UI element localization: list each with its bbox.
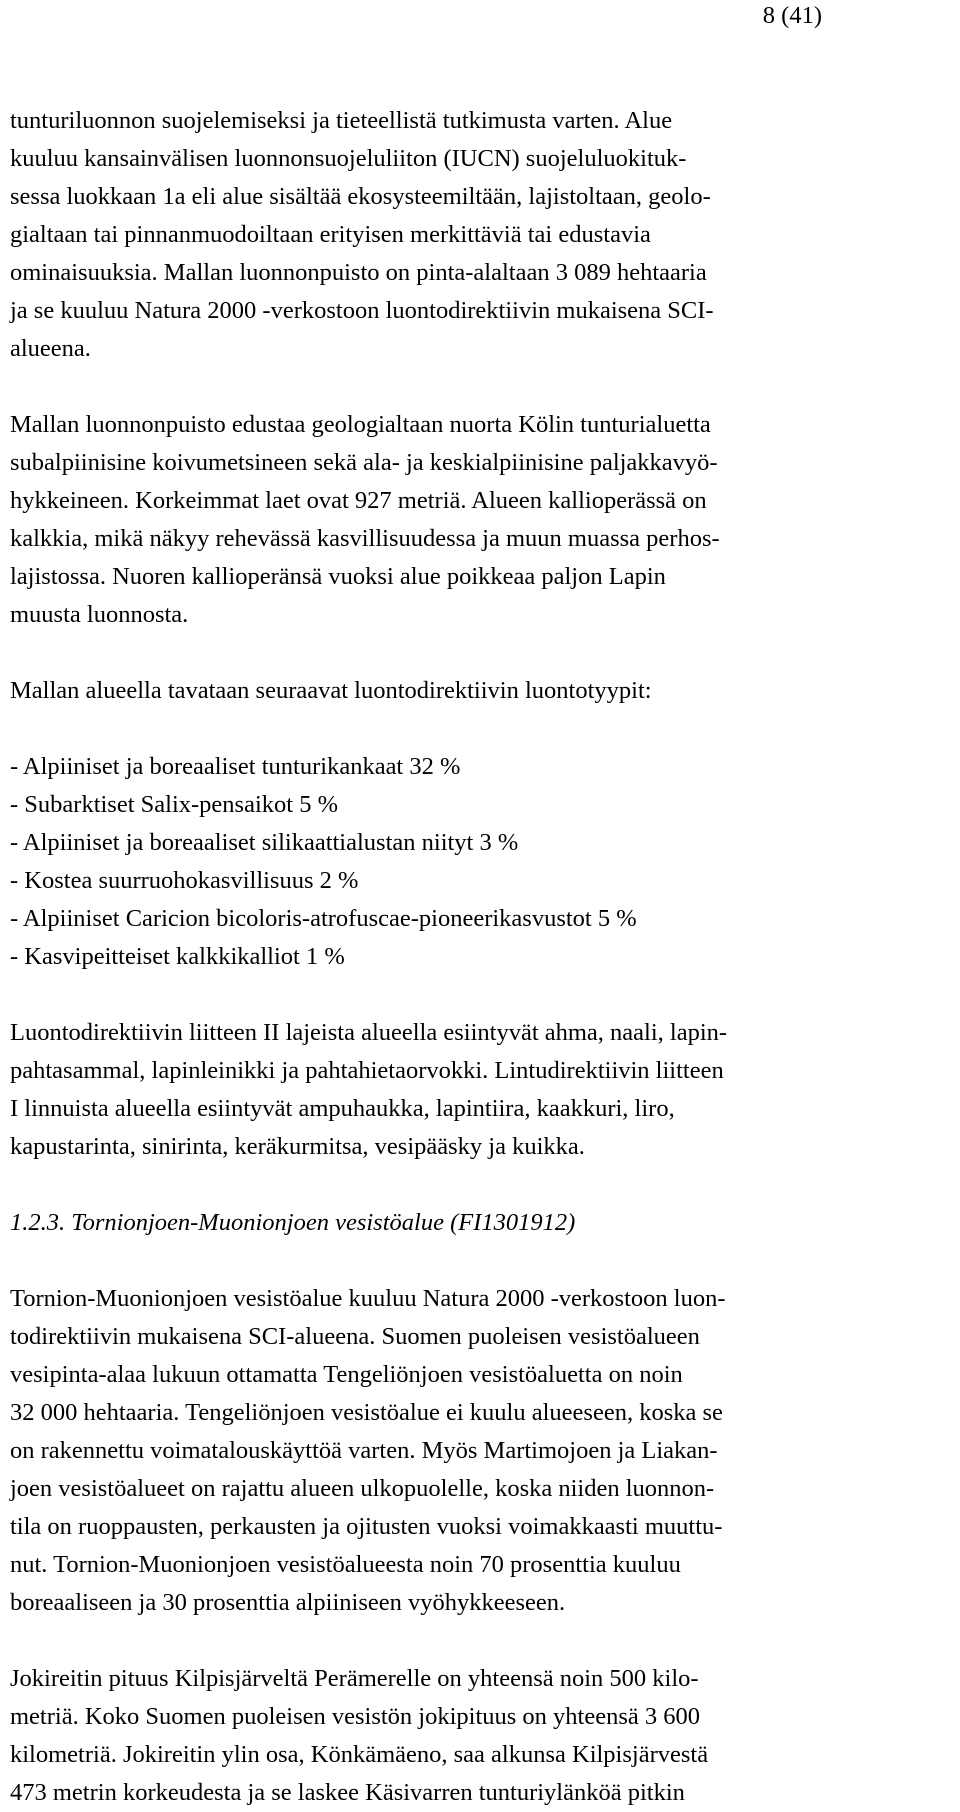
text-line: todirektiivin mukaisena SCI-alueena. Suomen puoleisen vesistöalueen: [10, 1323, 700, 1350]
text-line: nut. Tornion-Muonionjoen vesistöalueesta noin 70 prosenttia kuuluu: [10, 1551, 681, 1578]
text-line: pahtasammal, lapinleinikki ja pahtahietaorvokki. Lintudirektiivin liitteen: [10, 1057, 724, 1084]
text-line: Mallan luonnonpuisto edustaa geologialtaan nuorta Kölin tunturialuetta: [10, 411, 711, 438]
text-line: subalpiinisine koivumetsineen sekä ala- ja keskialpiinisine paljakkavyö-: [10, 449, 718, 476]
page-number: 8 (41): [762, 2, 822, 29]
text-line: tila on ruoppausten, perkausten ja ojitusten vuoksi voimakkaasti muuttu-: [10, 1513, 723, 1540]
list-item: - Kostea suurruohokasvillisuus 2 %: [10, 867, 359, 894]
text-line: vesipinta-alaa lukuun ottamatta Tengeliönjoen vesistöaluetta on noin: [10, 1361, 683, 1388]
text-line: 473 metrin korkeudesta ja se laskee Käsivarren tunturiylänköä pitkin: [10, 1779, 685, 1806]
paragraph-species: [10, 1014, 955, 1166]
habitat-list-intro: Mallan alueella tavataan seuraavat luontodirektiivin luontotyypit:: [10, 677, 652, 704]
list-item: - Alpiiniset ja boreaaliset silikaattialustan niityt 3 %: [10, 829, 519, 856]
text-line: hykkeineen. Korkeimmat laet ovat 927 metriä. Alueen kallioperässä on: [10, 487, 707, 514]
text-line: lajistossa. Nuoren kallioperänsä vuoksi alue poikkeaa paljon Lapin: [10, 563, 666, 590]
text-line: boreaaliseen ja 30 prosenttia alpiiniseen vyöhykkeeseen.: [10, 1589, 566, 1616]
text-line: kilometriä. Jokireitin ylin osa, Könkämäeno, saa alkunsa Kilpisjärvestä: [10, 1741, 709, 1768]
text-line: Jokireitin pituus Kilpisjärveltä Perämerelle on yhteensä noin 500 kilo-: [10, 1665, 699, 1692]
list-item: - Alpiiniset Caricion bicoloris-atrofuscae-pioneerikasvustot 5 %: [10, 905, 637, 932]
text-line: kalkkia, mikä näkyy rehevässä kasvillisuudessa ja muun muassa perhos-: [10, 525, 720, 552]
page-content: [10, 102, 955, 1812]
section-heading: 1.2.3. Tornionjoen-Muonionjoen vesistöalue (FI1301912): [10, 1209, 576, 1236]
paragraph-iucn-classification: [10, 102, 955, 368]
text-line: metriä. Koko Suomen puoleisen vesistön jokipituus on yhteensä 3 600: [10, 1703, 701, 1730]
list-item: - Kasvipeitteiset kalkkikalliot 1 %: [10, 943, 345, 970]
list-item: - Subarktiset Salix-pensaikot 5 %: [10, 791, 338, 818]
list-item: - Alpiiniset ja boreaaliset tunturikankaat 32 %: [10, 753, 461, 780]
text-line: ominaisuuksia. Mallan luonnonpuisto on pinta-alaltaan 3 089 hehtaaria: [10, 259, 707, 286]
paragraph-geology: [10, 406, 955, 634]
text-line: on rakennettu voimatalouskäyttöä varten. Myös Martimojoen ja Liakan-: [10, 1437, 718, 1464]
paragraph-river-basin: [10, 1280, 955, 1622]
text-line: ja se kuuluu Natura 2000 -verkostoon luontodirektiivin mukaisena SCI-: [10, 297, 714, 324]
habitat-type-list: [10, 748, 955, 976]
text-line: alueena.: [10, 335, 91, 362]
text-line: 32 000 hehtaaria. Tengeliönjoen vesistöalue ei kuulu alueeseen, koska se: [10, 1399, 723, 1426]
text-line: gialtaan tai pinnanmuodoiltaan erityisen merkittäviä tai edustavia: [10, 221, 651, 248]
text-line: I linnuista alueella esiintyvät ampuhaukka, lapintiira, kaakkuri, liro,: [10, 1095, 675, 1122]
text-line: muusta luonnosta.: [10, 601, 189, 628]
text-line: tunturiluonnon suojelemiseksi ja tieteellistä tutkimusta varten. Alue: [10, 107, 673, 134]
text-line: Luontodirektiivin liitteen II lajeista alueella esiintyvät ahma, naali, lapin-: [10, 1019, 728, 1046]
text-line: kapustarinta, sinirinta, keräkurmitsa, vesipääsky ja kuikka.: [10, 1133, 585, 1160]
text-line: kuuluu kansainvälisen luonnonsuojeluliiton (IUCN) suojeluluokituk-: [10, 145, 687, 172]
text-line: Tornion-Muonionjoen vesistöalue kuuluu Natura 2000 -verkostoon luon-: [10, 1285, 726, 1312]
text-line: sessa luokkaan 1a eli alue sisältää ekosysteemiltään, lajistoltaan, geolo-: [10, 183, 711, 210]
text-line: joen vesistöalueet on rajattu alueen ulkopuolelle, koska niiden luonnon-: [10, 1475, 715, 1502]
paragraph-river-length: [10, 1660, 955, 1812]
